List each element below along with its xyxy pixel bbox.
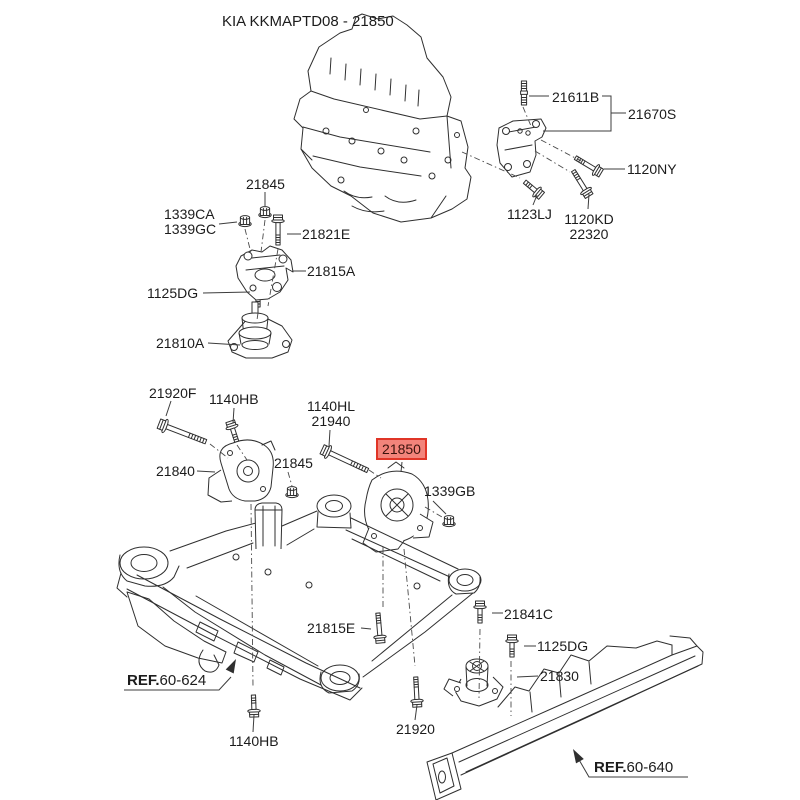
bolt-icon-21841c [474,601,486,623]
ref-624-arrow [226,659,236,674]
ref-640-number: 60-640 [626,759,674,776]
part-label-21920f[interactable]: 21920F [149,385,197,401]
part-label-22320[interactable]: 22320 [569,226,609,242]
diagram-title: KIA KKMAPTD08 - 21850 [222,13,394,30]
mount-insulator-drawing-21810a [228,302,292,358]
bolt-icon-1140hb-bottom [247,695,260,717]
bolt-icon-21920f [156,417,208,448]
part-label-1120kd-22320[interactable] [562,212,616,242]
part-label-1339gb[interactable]: 1339GB [424,483,476,499]
part-label-21920[interactable]: 21920 [396,721,435,737]
part-label-21840[interactable]: 21840 [156,463,195,479]
bolt-icon-1123lj [521,177,546,201]
alignment-lines [210,107,581,716]
leader-lines [124,96,688,777]
part-label-21611b[interactable]: 21611B [552,89,600,105]
part-label-21845-mid[interactable]: 21845 [274,455,313,471]
bolt-icon-1120kd [568,167,594,199]
stud-bolt-icon-21611b [521,81,528,105]
ref-link-60-624[interactable] [127,672,206,689]
part-label-1339ca[interactable]: 1339CA [164,206,215,222]
nut-icon-1339gb [443,516,455,527]
part-label-1339[interactable] [164,207,216,237]
part-label-21940[interactable]: 21940 [311,413,351,429]
part-label-21821e[interactable]: 21821E [302,226,351,242]
part-label-21810a[interactable]: 21810A [156,335,205,351]
bolt-icon-1125dg-right [506,635,518,657]
mount-drawing-21850 [363,462,433,552]
part-label-21841c[interactable]: 21841C [504,606,554,622]
ref-640-prefix: REF. [594,759,627,776]
ref-link-60-640[interactable] [594,759,673,776]
part-label-1140hl[interactable]: 1140HL [306,398,355,414]
part-label-1125dg-right[interactable]: 1125DG [537,638,589,654]
part-label-1140hl-21940[interactable] [305,399,357,429]
part-label-1120ny[interactable]: 1120NY [627,161,677,177]
part-label-1125dg-left[interactable]: 1125DG [147,285,199,301]
nut-icon-1339 [239,216,251,227]
part-label-21850-highlighted[interactable]: 21850 [376,438,427,460]
part-label-1339gc[interactable]: 1339GC [164,221,217,237]
part-label-21670s[interactable]: 21670S [628,106,677,122]
mount-drawing-21840 [208,440,275,502]
part-label-21845-top[interactable]: 21845 [246,176,285,192]
part-label-21815e[interactable]: 21815E [307,620,356,636]
engine-bracket-drawing [497,119,546,177]
part-label-1140hb-bottom[interactable]: 1140HB [229,733,279,749]
ref-624-prefix: REF. [127,672,160,689]
bolt-icon-21940 [319,443,371,477]
part-label-21815a[interactable]: 21815A [307,263,356,279]
mount-drawing-21830 [444,659,503,706]
bolt-icon-21821e [272,215,284,245]
bolt-icon-21920 [410,677,424,708]
nut-icon-21845-mid [286,487,298,498]
ref-640-arrow [573,749,584,763]
part-label-21830[interactable]: 21830 [540,668,579,684]
part-label-1140hb-mid[interactable]: 1140HB [209,391,259,407]
part-label-1123lj[interactable]: 1123LJ [507,206,552,222]
part-label-1120kd[interactable]: 1120KD [564,211,614,227]
nut-icon-21845-top [259,207,271,218]
engine-drawing [294,14,471,222]
ref-624-number: 60-624 [159,672,207,689]
bolt-icon-21815e [372,613,387,644]
